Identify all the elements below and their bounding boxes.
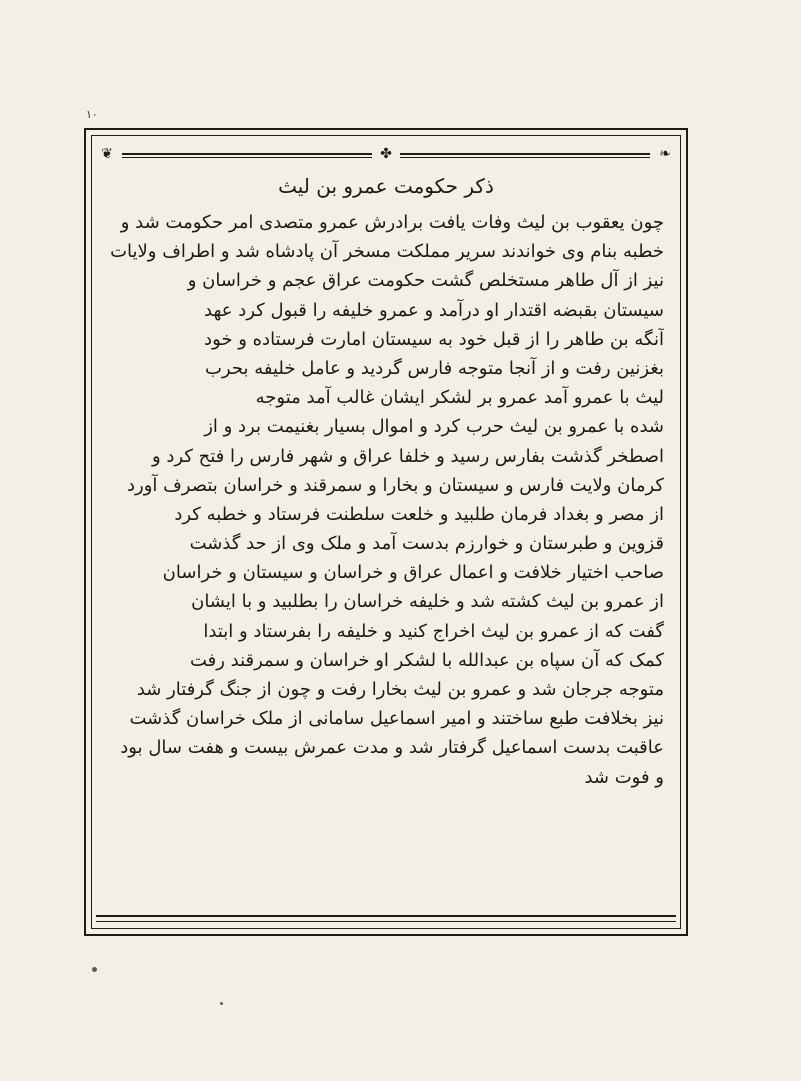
text-line: شده با عمرو بن لیث حرب کرد و اموال بسیار بغنیمت برد و از bbox=[204, 416, 664, 438]
page-number: ۱۰ bbox=[86, 108, 98, 121]
header-ornament-rule bbox=[96, 144, 676, 166]
text-line: لیث با عمرو آمد عمرو بر لشکر ایشان غالب آمد متوجه bbox=[255, 387, 664, 409]
text-line: اصطخر گذشت بفارس رسید و خلفا عراق و شهر فارس را فتح کرد و bbox=[152, 445, 664, 467]
text-line: متوجه جرجان شد و عمرو بن لیث بخارا رفت و چون از جنگ گرفتار شد bbox=[136, 679, 664, 700]
center-ornament-icon: ✤ bbox=[372, 146, 400, 162]
text-line: چون یعقوب بن لیث وفات یافت برادرش عمرو متصدی امر حکومت شد و bbox=[120, 212, 664, 233]
text-line: عاقبت بدست اسماعیل گرفتار شد و مدت عمرش بیست و هفت سال بود bbox=[120, 737, 664, 759]
text-line: نیز بخلافت طبع ساختند و امیر اسماعیل سامانی از ملک خراسان گذشت bbox=[129, 708, 664, 730]
page-frame bbox=[84, 128, 688, 936]
text-line: کرمان ولایت فارس و سیستان و بخارا و سمرقند و خراسان بتصرف آورد bbox=[127, 474, 664, 496]
footer-rule bbox=[96, 915, 676, 922]
paper-speck bbox=[92, 967, 97, 972]
text-line: خطبه بنام وی خواندند سریر مملکت مسخر آن پادشاه شد و اطراف ولایات bbox=[110, 241, 664, 263]
text-line: بغزنین رفت و از آنجا متوجه فارس گردید و عامل خلیفه بحرب bbox=[204, 357, 664, 379]
text-line: سیستان بقبضه اقتدار او درآمد و عمرو خلیفه را قبول کرد عهد bbox=[204, 299, 664, 321]
right-ornament-icon: ❧ bbox=[659, 146, 671, 162]
paper-speck bbox=[220, 1002, 223, 1005]
text-line: صاحب اختیار خلافت و اعمال عراق و خراسان و سیستان و خراسان bbox=[162, 562, 664, 584]
body-text bbox=[108, 208, 664, 792]
left-ornament-icon: ❦ bbox=[101, 146, 113, 162]
text-line: از عمرو بن لیث کشته شد و خلیفه خراسان را بطلبید و با ایشان bbox=[191, 591, 664, 613]
text-line: گفت که از عمرو بن لیث اخراج کنید و خلیفه را بفرستاد و ابتدا bbox=[203, 620, 664, 642]
chapter-title: ذکر حکومت عمرو بن لیث bbox=[278, 174, 494, 198]
text-line: و فوت شد bbox=[584, 766, 664, 788]
text-line: کمک که آن سپاه بن عبدالله با لشکر او خراسان و سمرقند رفت bbox=[189, 649, 664, 671]
text-line: نیز از آل طاهر مستخلص گشت حکومت عراق عجم و خراسان و bbox=[187, 270, 664, 292]
text-line: آنگه بن طاهر را از قبل خود به سیستان امارت فرستاده و خود bbox=[204, 328, 664, 350]
text-line: از مصر و بغداد فرمان طلبید و خلعت سلطنت فرستاد و خطبه کرد bbox=[174, 503, 664, 525]
text-line: قزوین و طبرستان و خوارزم بدست آمد و ملک وی از حد گذشت bbox=[189, 533, 664, 555]
